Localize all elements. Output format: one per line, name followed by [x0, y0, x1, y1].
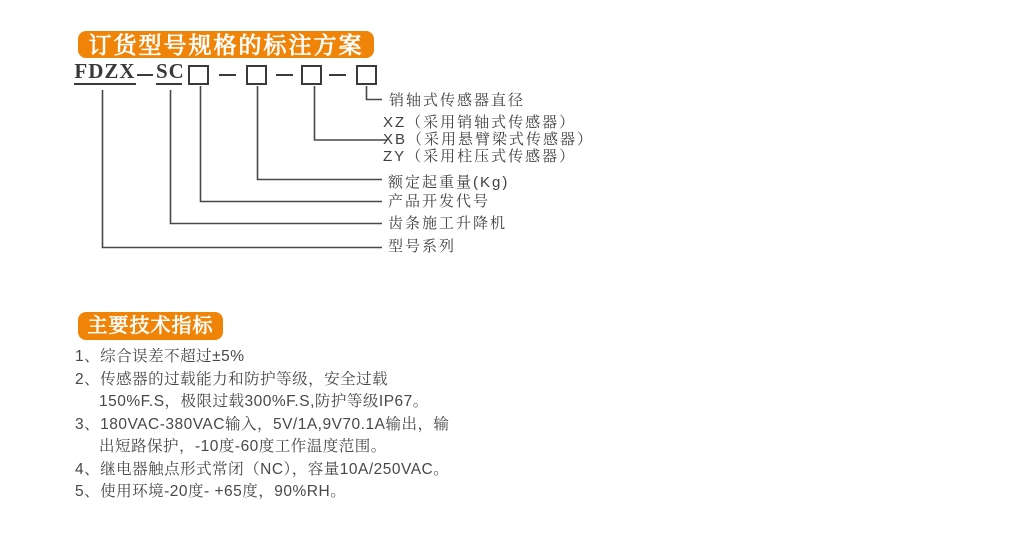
- model-code-prefix: FDZX: [74, 59, 136, 83]
- code-placeholder-box: [356, 65, 377, 85]
- code-dash: [219, 74, 236, 76]
- spec-list: [75, 346, 495, 504]
- code-placeholder-box: [301, 65, 322, 85]
- ordering-section-title: 订货型号规格的标注方案: [78, 31, 374, 58]
- label-product-dev-code: 产品开发代号: [388, 193, 491, 210]
- specs-section-title: 主要技术指标: [78, 312, 223, 340]
- code-dash: [329, 74, 346, 76]
- label-xb-cantilever-sensor: XB（采用悬臂梁式传感器）: [383, 131, 595, 148]
- code-dash: [276, 74, 293, 76]
- spec-item: 4、继电器触点形式常闭（NC），容量10A/250VAC。: [75, 460, 450, 478]
- spec-item-continuation: 150%F.S，极限过载300%F.S,防护等级IP67。: [99, 393, 429, 410]
- code-placeholder-box: [246, 65, 267, 85]
- label-rack-hoist: 齿条施工升降机: [388, 215, 508, 232]
- spec-item: 2、传感器的过载能力和防护等级，安全过载: [75, 370, 389, 388]
- spec-item-continuation: 出短路保护，-10度-60度工作温度范围。: [99, 438, 387, 455]
- label-pin-sensor-diameter: 销轴式传感器直径: [389, 92, 526, 109]
- spec-item: 5、使用环境-20度- +65度，90%RH。: [75, 483, 347, 500]
- label-rated-capacity: 额定起重量(Kg): [388, 174, 510, 191]
- code-placeholder-box: [188, 65, 209, 85]
- spec-item: 3、180VAC-380VAC输入，5V/1A,9V70.1A输出，输: [75, 415, 450, 433]
- label-model-series: 型号系列: [388, 238, 457, 255]
- model-code-series: SC: [156, 59, 185, 83]
- label-zy-column-sensor: ZY（采用柱压式传感器）: [383, 148, 577, 165]
- label-xz-pin-sensor: XZ（采用销轴式传感器）: [383, 114, 577, 131]
- spec-item: 1、综合误差不超过±5%: [75, 348, 245, 365]
- code-dash: [137, 74, 153, 76]
